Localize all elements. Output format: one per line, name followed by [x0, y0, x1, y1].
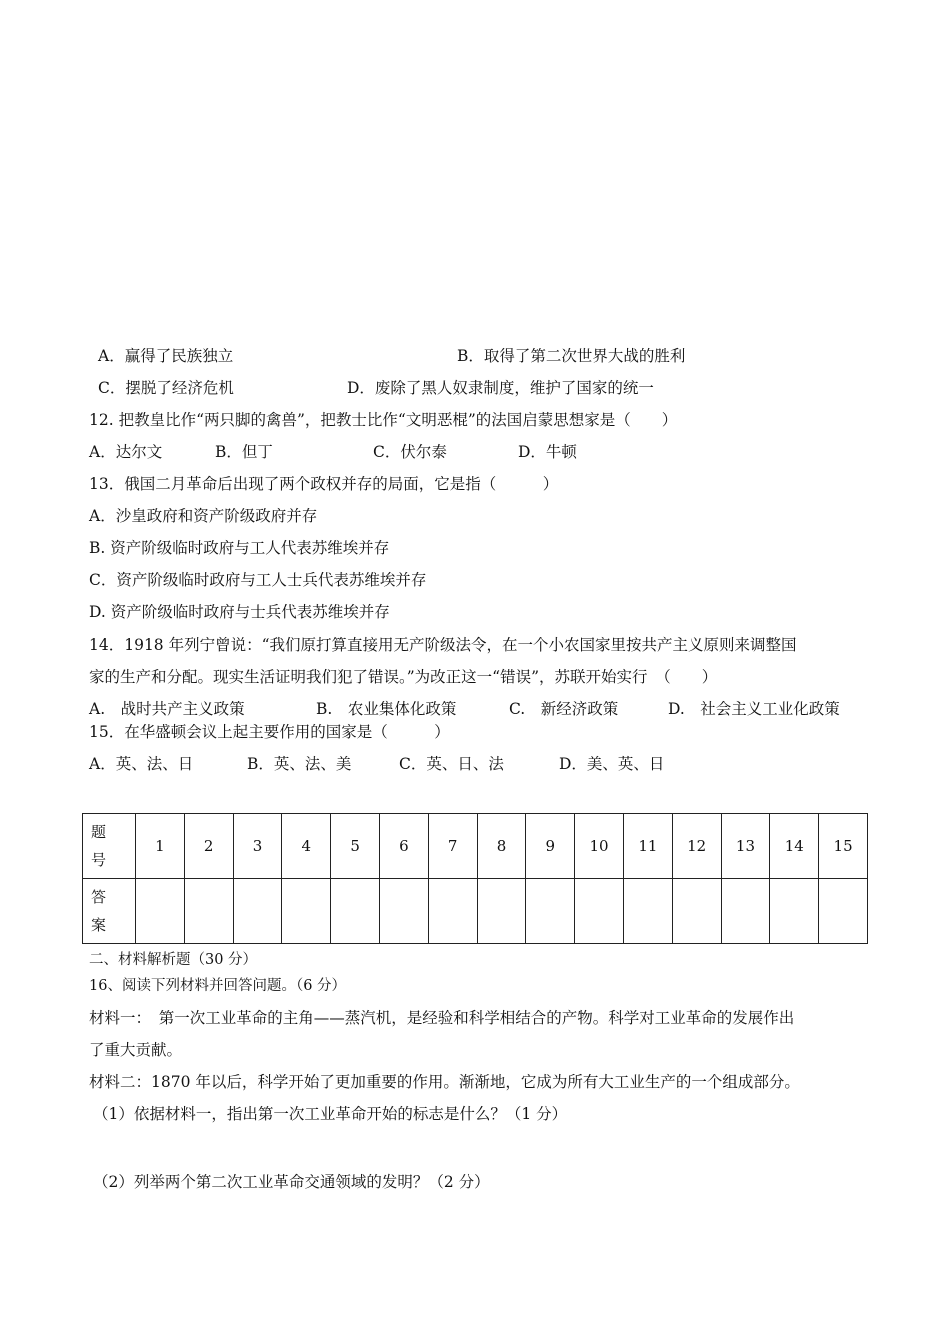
q14-option-a: A. 战时共产主义政策	[89, 700, 245, 718]
material1-line1: 材料一： 第一次工业革命的主角——蒸汽机，是经验和科学相结合的产物。科学对工业革命的发展作出	[89, 1009, 795, 1027]
q12-option-a: A．达尔文	[89, 443, 163, 461]
number-row-label: 题 号	[83, 814, 136, 879]
answer-cell[interactable]	[428, 879, 477, 944]
q15-option-b: B．英、法、美	[247, 755, 352, 773]
q12-option-d: D．牛顿	[518, 443, 577, 461]
answer-cell[interactable]	[770, 879, 819, 944]
question-number-cell: 14	[770, 814, 819, 879]
question-number-cell: 15	[819, 814, 868, 879]
q16-stem: 16、阅读下列材料并回答问题。（6 分）	[89, 978, 347, 994]
material1-line2: 了重大贡献。	[89, 1041, 183, 1059]
question-number-cell: 13	[721, 814, 770, 879]
answer-cell[interactable]	[819, 879, 868, 944]
answer-cell[interactable]	[184, 879, 233, 944]
q11-option-b: B．取得了第二次世界大战的胜利	[457, 347, 686, 365]
answer-cell[interactable]	[282, 879, 331, 944]
q12-option-b: B．但丁	[215, 443, 273, 461]
q14-option-c: C. 新经济政策	[509, 700, 619, 718]
q13-option-a: A．沙皇政府和资产阶级政府并存	[89, 507, 318, 525]
question-number-cell: 2	[184, 814, 233, 879]
answer-cell[interactable]	[136, 879, 185, 944]
q13-option-d: D. 资产阶级临时政府与士兵代表苏维埃并存	[89, 603, 390, 621]
question-number-cell: 7	[428, 814, 477, 879]
answer-cell[interactable]	[379, 879, 428, 944]
q15-option-a: A．英、法、日	[89, 755, 194, 773]
q12-stem: 12. 把教皇比作“两只脚的禽兽”，把教士比作“文明恶棍”的法国启蒙思想家是（ ）	[89, 411, 678, 429]
question-number-cell: 6	[379, 814, 428, 879]
q14-stem-line1: 14．1918 年列宁曾说：“我们原打算直接用无产阶级法令，在一个小农国家里按共产主义原则来调整国	[89, 636, 797, 654]
answer-table-answer-row	[83, 879, 868, 944]
question-number-cell: 9	[526, 814, 575, 879]
material2: 材料二：1870 年以后，科学开始了更加重要的作用。渐渐地，它成为所有大工业生产的一个组成部分。	[89, 1073, 800, 1091]
answer-cell[interactable]	[477, 879, 526, 944]
question-number-cell: 4	[282, 814, 331, 879]
question-number-cell: 8	[477, 814, 526, 879]
question-number-cell: 1	[136, 814, 185, 879]
q14-option-d: D. 社会主义工业化政策	[668, 700, 840, 718]
q16-sub2: （2）列举两个第二次工业革命交通领域的发明？（2 分）	[93, 1173, 490, 1191]
answer-cell[interactable]	[575, 879, 624, 944]
answer-row-label: 答 案	[83, 879, 136, 944]
answer-cell[interactable]	[721, 879, 770, 944]
q13-option-c: C．资产阶级临时政府与工人士兵代表苏维埃并存	[89, 571, 427, 589]
answer-cell[interactable]	[233, 879, 282, 944]
question-number-cell: 3	[233, 814, 282, 879]
q14-option-b: B. 农业集体化政策	[316, 700, 457, 718]
answer-cell[interactable]	[331, 879, 380, 944]
q15-option-c: C．英、日、法	[399, 755, 504, 773]
q13-option-b: B. 资产阶级临时政府与工人代表苏维埃并存	[89, 539, 390, 557]
q11-option-c: C．摆脱了经济危机	[98, 379, 234, 397]
q11-option-d: D．废除了黑人奴隶制度，维护了国家的统一	[347, 379, 654, 397]
q15-stem: 15．在华盛顿会议上起主要作用的国家是（ ）	[89, 723, 450, 741]
question-number-cell: 12	[672, 814, 721, 879]
answer-cell[interactable]	[672, 879, 721, 944]
answer-table	[82, 813, 868, 944]
answer-cell[interactable]	[623, 879, 672, 944]
question-number-cell: 5	[331, 814, 380, 879]
q14-stem-line2: 家的生产和分配。现实生活证明我们犯了错误。”为改正这一“错误”，苏联开始实行 （ ）	[89, 668, 718, 686]
q16-sub1: （1）依据材料一，指出第一次工业革命开始的标志是什么？（1 分）	[93, 1105, 568, 1123]
answer-cell[interactable]	[526, 879, 575, 944]
q12-option-c: C．伏尔泰	[373, 443, 447, 461]
q15-option-d: D．美、英、日	[559, 755, 665, 773]
section2-title: 二、材料解析题（30 分）	[89, 952, 258, 968]
answer-table-number-row	[83, 814, 868, 879]
question-number-cell: 10	[575, 814, 624, 879]
q11-option-a: A．赢得了民族独立	[98, 347, 234, 365]
q13-stem: 13．俄国二月革命后出现了两个政权并存的局面，它是指（ ）	[89, 475, 559, 493]
question-number-cell: 11	[623, 814, 672, 879]
